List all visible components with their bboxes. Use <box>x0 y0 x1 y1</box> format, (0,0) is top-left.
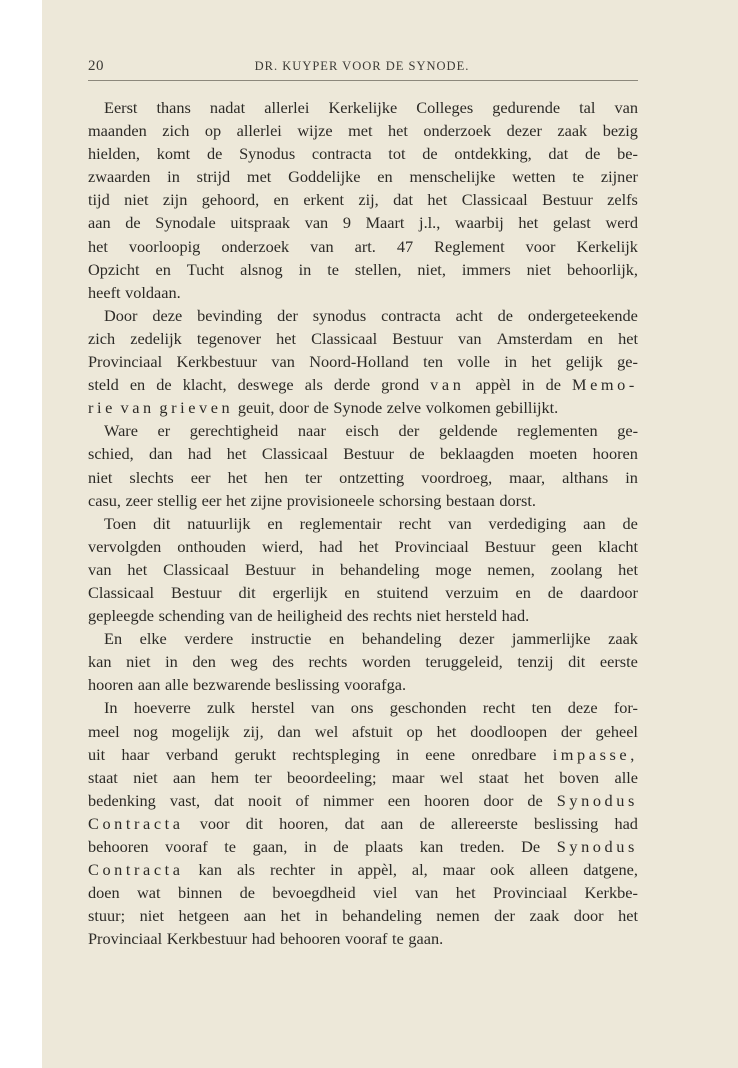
text-line: van het Classicaal Bestuur in behandeling moge nemen, zoolang het <box>88 559 638 579</box>
text-line: Ware er gerechtigheid naar eisch der geldende reglementen ge- <box>104 421 638 441</box>
text-line: bedenking vast, dat nooit of nimmer een hooren door de Synodus <box>88 790 638 810</box>
text-line: Door deze bevinding der synodus contracta acht de ondergeteekende <box>104 305 638 325</box>
text-line: staat niet aan hem ter beoordeeling; maar wel staat het boven alle <box>88 767 638 787</box>
text-line: schied, dan had het Classicaal Bestuur de beklaagden moeten hooren <box>88 444 638 464</box>
text-line: En elke verdere instructie en behandeling dezer jammerlijke zaak <box>104 629 638 649</box>
text-line: zwaarden in strijd met Goddelijke en menschelijke wetten te zijner <box>88 167 638 187</box>
text-line: steld en de klacht, deswege als derde grond van appèl in de Memo- <box>88 375 638 395</box>
page-number: 20 <box>88 58 104 74</box>
text-line: Toen dit natuurlijk en reglementair recht van verdediging aan de <box>104 513 638 533</box>
text-line: het voorloopig onderzoek van art. 47 Reglement voor Kerkelijk <box>88 236 638 256</box>
text-line: hielden, komt de Synodus contracta tot de ontdekking, dat de be- <box>88 144 638 164</box>
text-line: vervolgden onthouden wierd, had het Provinciaal Bestuur geen klacht <box>88 536 638 556</box>
text-line: hooren aan alle bezwarende beslissing voorafga. <box>88 675 407 695</box>
text-line: meel nog mogelijk zij, dan wel afstuit op het doodloopen der geheel <box>88 721 638 741</box>
text-line: stuur; niet hetgeen aan het in behandeling nemen der zaak door het <box>88 906 638 926</box>
text-line: kan niet in den weg des rechts worden teruggeleid, tenzij dit eerste <box>88 652 638 672</box>
text-line: uit haar verband gerukt rechtspleging in eene onredbare impasse, <box>88 744 638 764</box>
running-head: DR. KUYPER VOOR DE SYNODE. <box>254 59 470 73</box>
text-line: aan de Synodale uitspraak van 9 Maart j.l., waarbij het gelast werd <box>88 213 638 233</box>
text-line: Contracta kan als rechter in appèl, al, maar ook alleen datgene, <box>88 860 638 880</box>
text-line: doen wat binnen de bevoegdheid viel van het Provinciaal Kerkbe- <box>88 883 638 903</box>
text-line: Contracta voor dit hooren, dat aan de allereerste beslissing had <box>88 813 638 833</box>
header-rule <box>88 80 638 81</box>
text-line: Classicaal Bestuur dit ergerlijk en stuitend verzuim en de daardoor <box>88 582 638 602</box>
text-line: tijd niet zijn gehoord, en erkent zij, dat het Classicaal Bestuur zelfs <box>88 190 638 210</box>
text-line: Provinciaal Kerkbestuur had behooren vooraf te gaan. <box>88 929 444 949</box>
page-header <box>88 58 636 78</box>
text-line: Opzicht en Tucht alsnog in te stellen, niet, immers niet behoorlijk, <box>88 259 638 279</box>
text-line: In hoeverre zulk herstel van ons geschonden recht ten deze for- <box>104 698 638 718</box>
text-line: Eerst thans nadat allerlei Kerkelijke Colleges gedurende tal van <box>104 98 638 117</box>
text-line: maanden zich op allerlei wijze met het onderzoek dezer zaak bezig <box>88 121 638 141</box>
text-line: Provinciaal Kerkbestuur van Noord-Holland ten volle in het gelijk ge- <box>88 352 638 372</box>
text-line: rie van grieven geuit, door de Synode zelve volkomen gebillijkt. <box>88 398 559 418</box>
body-text <box>88 96 638 950</box>
text-line: niet slechts eer het hen ter ontzetting voordroeg, maar, althans in <box>88 467 638 487</box>
text-line: casu, zeer stellig eer het zijne provisioneele schorsing bestaan dorst. <box>88 490 536 510</box>
text-line: heeft voldaan. <box>88 282 181 302</box>
text-line: behooren vooraf te gaan, in de plaats kan treden. De Synodus <box>88 837 638 856</box>
text-line: gepleegde schending van de heiligheid des rechts niet hersteld had. <box>88 606 530 626</box>
text-line: zich zedelijk tegenover het Classicaal Bestuur van Amsterdam en het <box>88 328 638 348</box>
